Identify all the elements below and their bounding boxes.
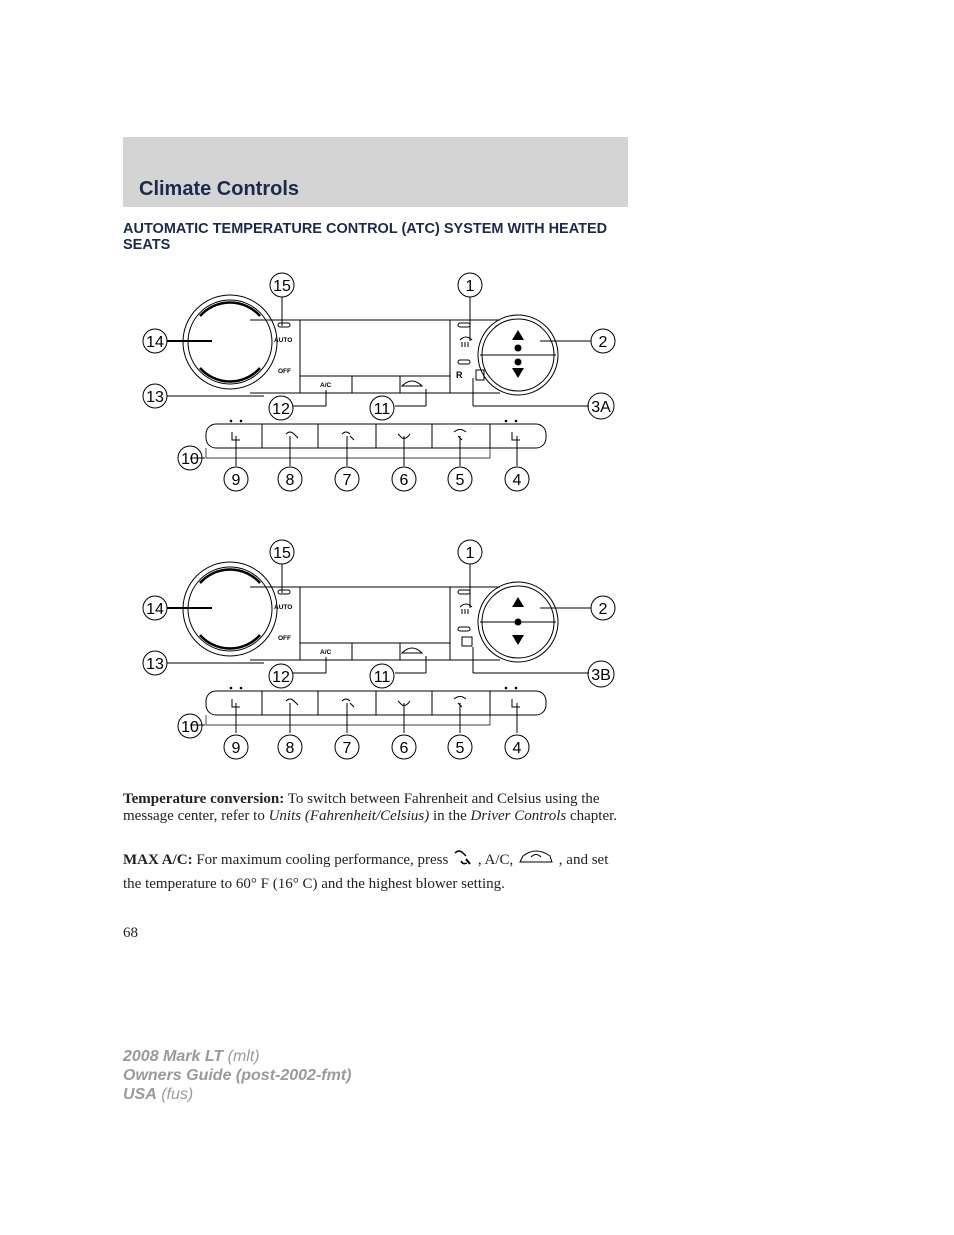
paragraph-text: in the — [429, 807, 471, 824]
paragraph-text: chapter. — [566, 807, 618, 824]
callout-12: 12 — [272, 401, 290, 418]
display-screen — [300, 587, 450, 643]
callout-10: 10 — [181, 719, 199, 736]
footer-model-code: (mlt) — [223, 1048, 260, 1065]
section-title: AUTOMATIC TEMPERATURE CONTROL (ATC) SYSTEM WITH HEATED SEATS — [123, 221, 608, 253]
max-ac-paragraph — [123, 847, 628, 895]
callout-2: 2 — [598, 601, 608, 618]
callout-1: 1 — [465, 278, 475, 295]
callout-15: 15 — [273, 545, 291, 562]
callout-5: 5 — [455, 472, 465, 489]
fan-down-arrow-icon — [512, 368, 524, 378]
header-band — [123, 137, 628, 207]
fan-icon — [515, 359, 522, 366]
callout-9: 9 — [231, 740, 241, 757]
paragraph-text: To switch between Fahrenheit and Celsius using the message center, refer to — [123, 791, 600, 824]
auto-button-label: AUTO — [274, 604, 293, 611]
page-title: Climate Controls — [139, 178, 300, 200]
callout-11: 11 — [373, 669, 391, 686]
climate-panel-svg-b — [140, 535, 620, 765]
fan-up-arrow-icon — [512, 597, 524, 607]
panel-vent-icon — [452, 847, 474, 874]
passenger-heated-seat-icon — [512, 699, 520, 707]
callout-15: 15 — [273, 278, 291, 295]
recirculation-icon — [402, 648, 422, 653]
temperature-conversion-paragraph — [123, 791, 628, 824]
callout-13: 13 — [146, 389, 164, 406]
panel-floor-icon — [342, 699, 354, 707]
panel-floor-icon — [342, 432, 354, 440]
auto-button-label: AUTO — [274, 337, 293, 344]
fan-down-arrow-icon — [512, 635, 524, 645]
callout-6: 6 — [399, 472, 409, 489]
callout-14: 14 — [146, 334, 164, 351]
document-footer — [123, 1047, 351, 1104]
callout-11: 11 — [373, 401, 391, 418]
ac-button-label: A/C — [320, 649, 332, 656]
panel-vent-icon — [286, 432, 298, 438]
footer-model: 2008 Mark LT — [123, 1048, 224, 1065]
paragraph-text: , and set the temperature to 60° F (16° C) and the highest blower setting. — [123, 851, 609, 892]
callout-5: 5 — [455, 740, 465, 757]
callout-10: 10 — [181, 451, 199, 468]
callout-3b: 3B — [591, 667, 611, 684]
paragraph-text: For maximum cooling performance, press — [192, 851, 453, 868]
driver-controls-reference: Driver Controls — [470, 807, 567, 824]
climate-panel-diagram-b — [140, 535, 620, 765]
page-number: 68 — [123, 925, 138, 941]
footer-guide: Owners Guide (post-2002-fmt) — [123, 1067, 352, 1084]
callout-8: 8 — [285, 472, 295, 489]
off-button-label: OFF — [278, 635, 291, 642]
footer-market-code: (fus) — [156, 1086, 194, 1103]
ac-button-label: A/C — [320, 382, 332, 389]
fan-up-arrow-icon — [512, 330, 524, 340]
callout-8: 8 — [285, 740, 295, 757]
callout-3a: 3A — [591, 399, 611, 416]
temperature-conversion-label: Temperature conversion: — [123, 791, 285, 807]
callout-9: 9 — [231, 472, 241, 489]
panel-vent-icon — [286, 699, 298, 705]
max-ac-label: MAX A/C: — [123, 851, 193, 868]
display-screen — [300, 320, 450, 376]
off-button-label: OFF — [278, 368, 291, 375]
callout-7: 7 — [342, 740, 352, 757]
callout-4: 4 — [512, 740, 522, 757]
passenger-heated-seat-icon — [512, 432, 520, 440]
callout-7: 7 — [342, 472, 352, 489]
climate-panel-svg-a — [140, 268, 620, 498]
recirculation-icon — [402, 381, 422, 386]
fan-icon — [515, 345, 522, 352]
callout-13: 13 — [146, 656, 164, 673]
callout-1: 1 — [465, 545, 475, 562]
footer-market: USA — [123, 1086, 157, 1103]
callout-12: 12 — [272, 669, 290, 686]
climate-panel-diagram-a — [140, 268, 620, 498]
fan-icon — [515, 619, 522, 626]
callout-2: 2 — [598, 334, 608, 351]
rear-defrost-icon — [462, 637, 472, 646]
paragraph-text: , A/C, — [474, 851, 518, 868]
rear-defrost-label: R — [456, 370, 463, 380]
units-reference: Units (Fahrenheit/Celsius) — [268, 807, 430, 824]
callout-14: 14 — [146, 601, 164, 618]
callout-4: 4 — [512, 472, 522, 489]
callout-6: 6 — [399, 740, 409, 757]
recirculation-icon — [517, 847, 555, 874]
